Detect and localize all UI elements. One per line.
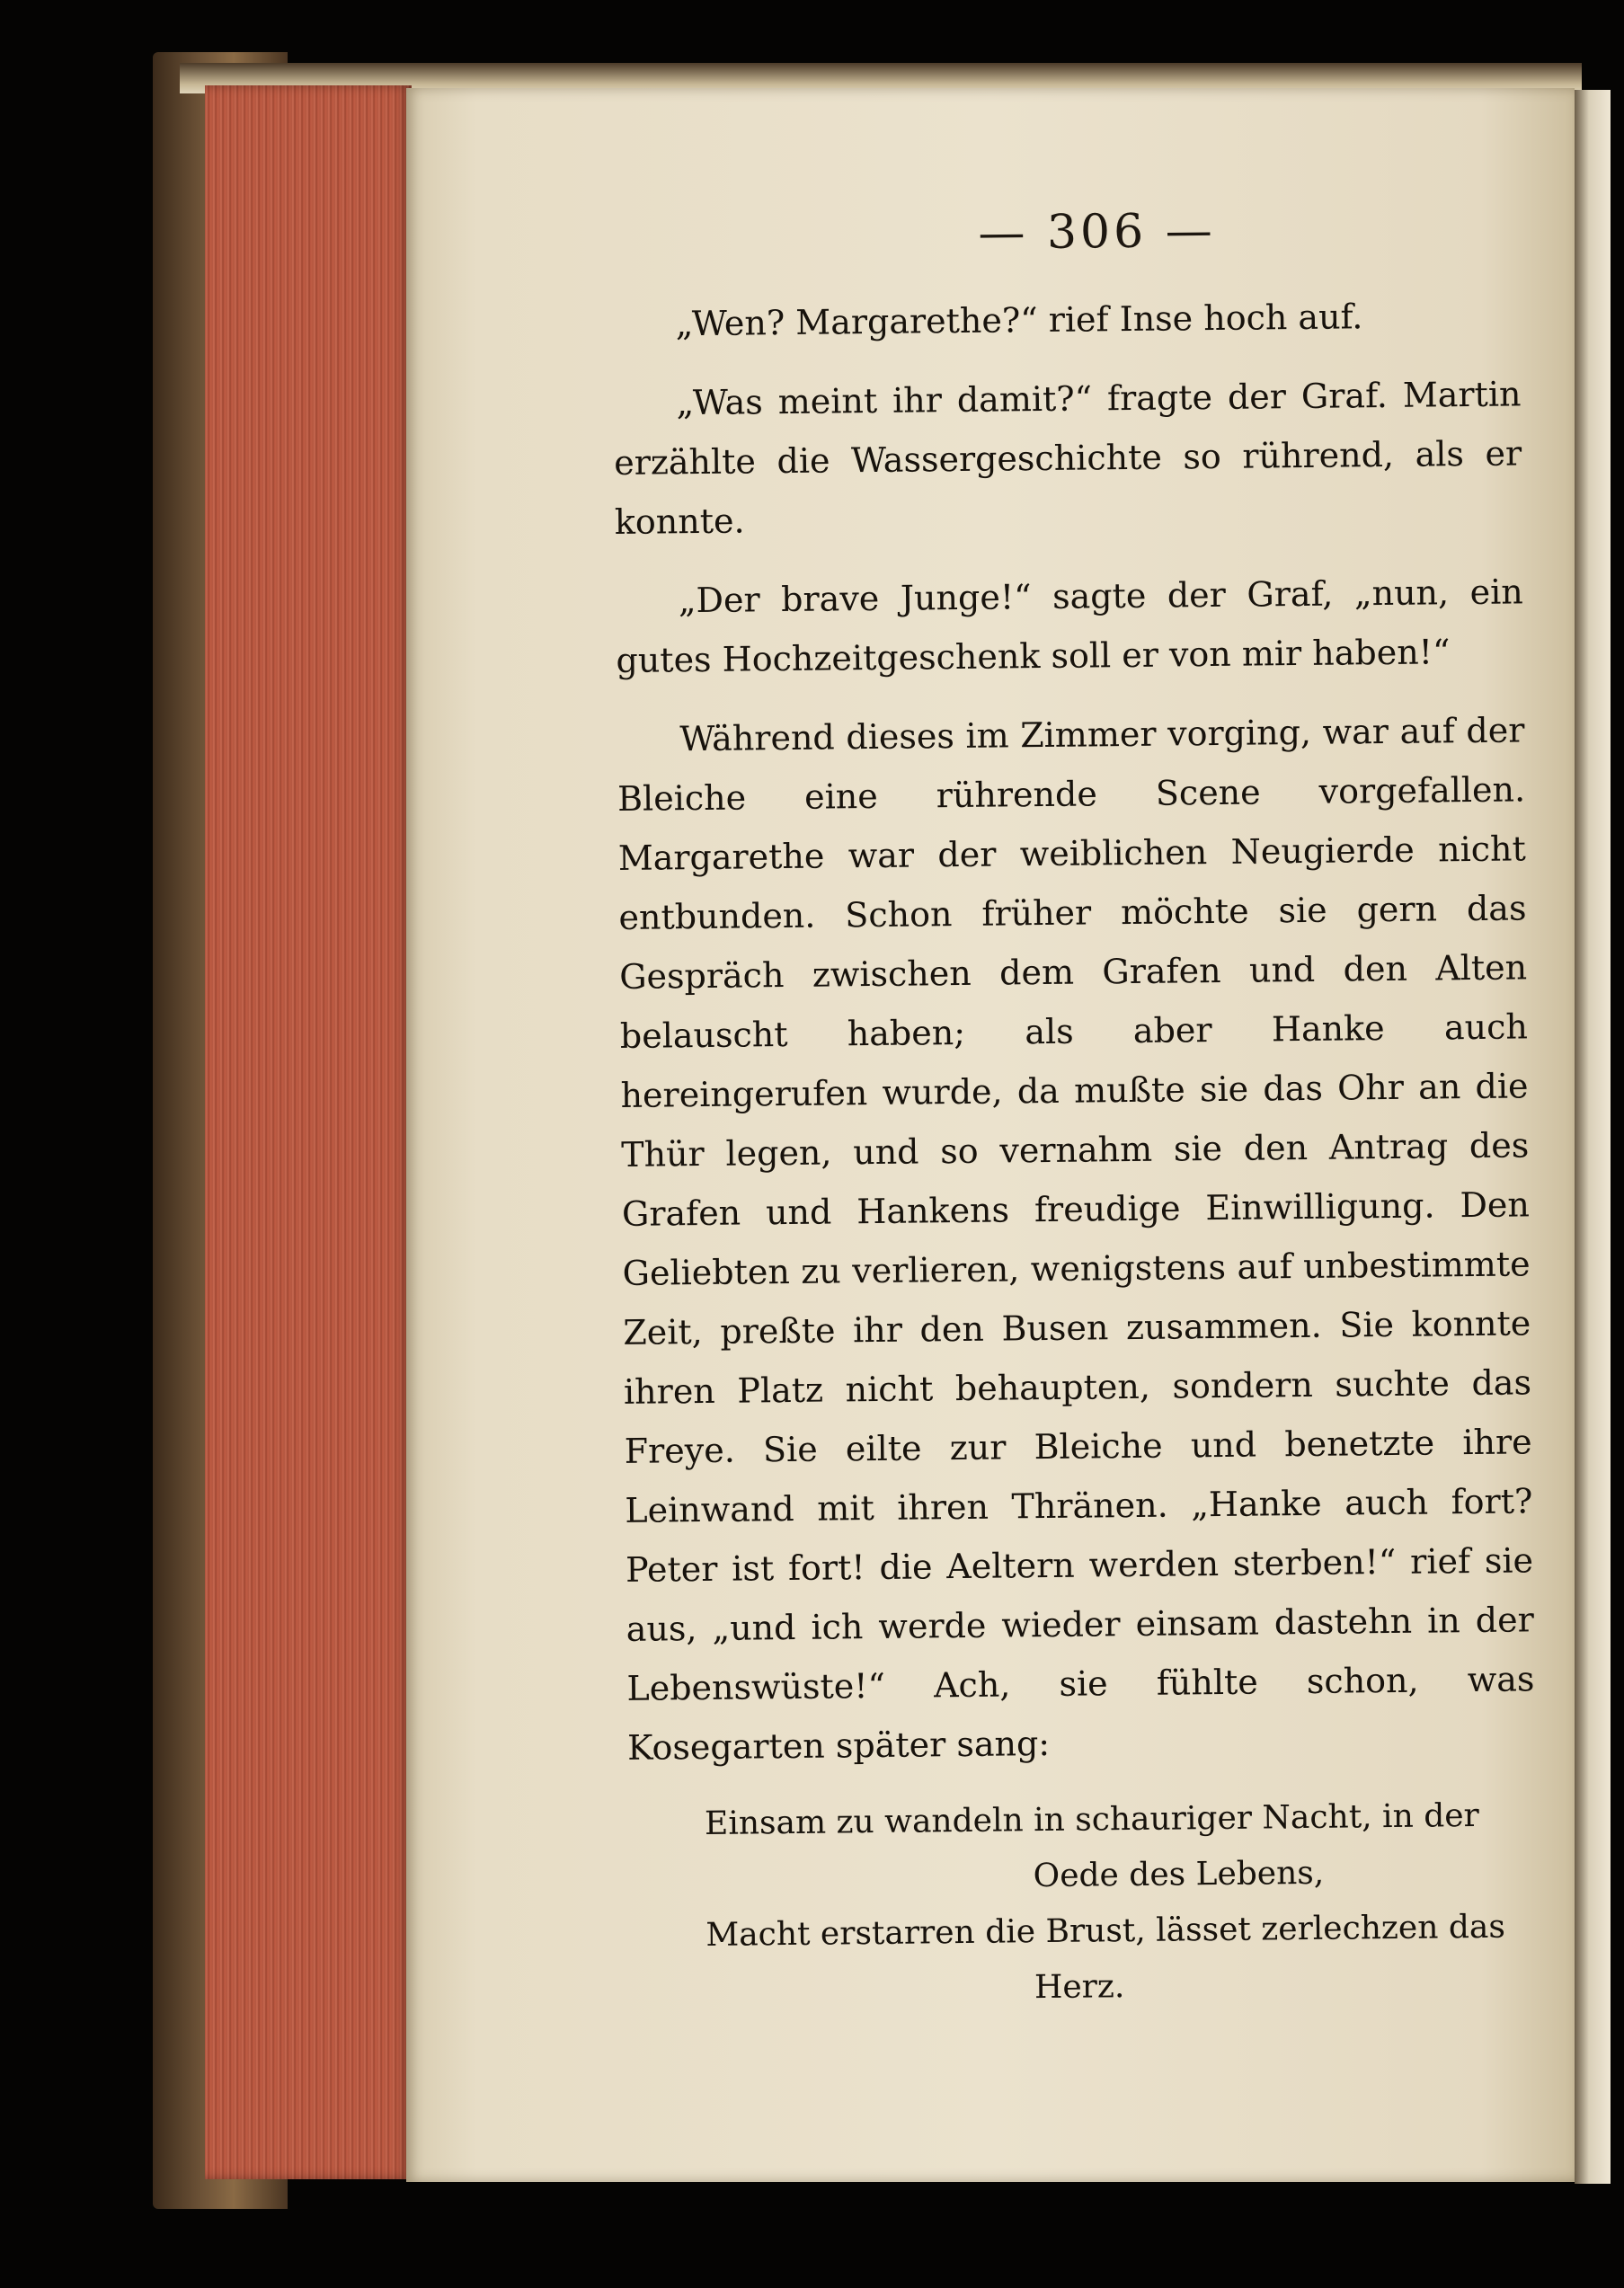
page-number: — 306 —	[978, 203, 1216, 261]
verse-quote	[628, 1787, 1539, 2020]
paragraph-1: „Wen? Margarethe?“ rief Inse hoch auf.	[675, 297, 1363, 344]
paragraph-2: „Was meint ihr damit?“ fragte der Graf. Martin erzählte die Wassergeschichte so rührend, als er konnte.	[613, 374, 1522, 542]
paragraph-4: Während dieses im Zimmer vorging, war auf der Bleiche eine rührende Scene vorgefallen. Margarethe war der weiblichen Neugierde nicht entbunden. Schon früher möchte sie gern das Gespräch zwischen dem Grafen und den Alten belauscht haben; als aber Hanke auch hereingerufen wurde, da mußte sie das Ohr an die Thür legen, und so vernahm sie den Antrag des Grafen und Hankens freudige Einwilligung. Den Geliebten zu verlieren, wenigstens auf unbestimmte Zeit, preßte ihr den Busen zusammen. Sie konnte ihren Platz nicht behaupten, sondern suchte das Freye. Sie eilte zur Bleiche und benetzte ihre Leinwand mit ihren Thränen. „Hanke auch fort? Peter ist fort! die Aeltern werden sterben!“ rief sie aus, „und ich werde wieder einsam dastehn in der Lebenswüste!“ Ach, sie fühlte schon, was Kosegarten später sang:	[617, 710, 1535, 1768]
page-edges-red	[205, 85, 412, 2179]
verse-line-2: Macht erstarren die Brust, lässet zerlechzen das	[706, 1908, 1506, 1955]
page-text-block	[611, 179, 1538, 2019]
facing-page-edge	[1575, 90, 1611, 2184]
verse-line-1-continuation: Oede des Lebens,	[1033, 1854, 1325, 1895]
verse-line-2-continuation: Herz.	[1034, 1968, 1125, 2007]
verse-line-1: Einsam zu wandeln in schauriger Nacht, in der	[704, 1796, 1479, 1843]
paragraph-3: „Der brave Junge!“ sagte der Graf, „nun, ein gutes Hochzeitgeschenk soll er von mir haben!“	[616, 572, 1523, 680]
